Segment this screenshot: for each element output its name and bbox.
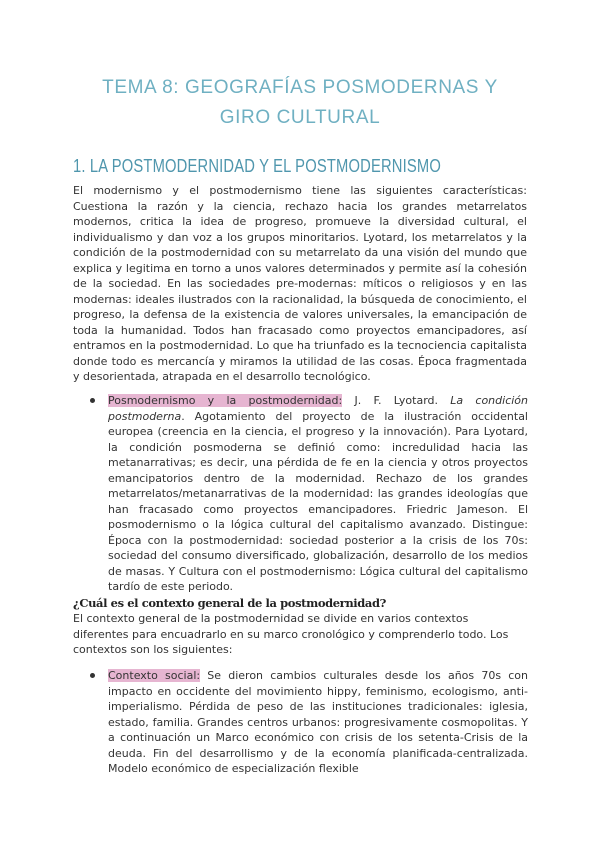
bullet-text: . Agotamiento del proyecto de la ilustración occidental europea (creencia en la ciencia, el progreso y la innovación). Para Lyotard, la condición posmoderna se definió como: incredulidad hacia las metanarrativas; es decir, una pérdida de fe en la ciencia y otros proyectos emancipatorios dentro de la modernidad. Rechazo de los grandes metarrelatos/metanarrativas de la modernidad: las grandes ideologías que han fracasado como proyectos emancipadores. Friedric Jameson. El posmodernismo o la lógica cultural del capitalismo avanzado. Distingue: Época con la postmodernidad: sociedad posterior a la crisis de los 70s: sociedad del consumo diversificado, globalización, desarrollo de los medios de masas. Y Cultura con el postmodernismo: Lógica cultural del capitalismo tardío de este periodo. bbox=[108, 409, 528, 593]
book-title: La condición postmoderna bbox=[108, 394, 528, 423]
title-line-1: TEMA 8: GEOGRAFÍAS POSMODERNAS Y bbox=[102, 77, 498, 98]
bullet-dot bbox=[90, 673, 95, 678]
bullet-author: J. F. Lyotard. bbox=[342, 394, 451, 407]
title-line-2: GIRO CULTURAL bbox=[219, 107, 381, 128]
context-paragraph: El contexto general de la postmodernidad se divide en varios contextos diferentes para encuadrarlo en su marco cronológico y comprenderlo todo. Los contextos son los siguientes: bbox=[73, 612, 509, 656]
bullet-dot bbox=[90, 398, 95, 403]
highlighted-term: Posmodernismo y la postmodernidad: bbox=[108, 394, 343, 407]
question-heading: ¿Cuál es el contexto general de la postmodernidad? bbox=[73, 596, 386, 610]
intro-paragraph: El modernismo y el postmodernismo tiene las siguientes características: Cuestiona la razón y la ciencia, rechazo hacia los grandes metarrelatos modernos, critica la idea de progreso, promueve la diversidad cultural, el individualismo y dan voz a los grupos minoritarios. Lyotard, los metarrelatos y la condición de la postmodernidad con su metarrelato da una visión del mundo que explica y legitima en torno a unos valores determinados y permite así la cohesión de la sociedad. En las sociedades pre-modernas: míticos o religiosos y en las modernas: ideales ilustrados con la racionalidad, la búsqueda de conocimiento, el progreso, la defensa de la existencia de valores universales, la emancipación de toda la humanidad. Todos han fracasado como proyectos emancipadores, así entramos en la postmodernidad. Lo que ha triunfado es la tecnociencia capitalista donde todo es mercancía y miramos la utilidad de las cosas. Época fragmentada y desorientada, atrapada en el desarrollo tecnológico. bbox=[73, 184, 527, 383]
bullet-postmodernism bbox=[108, 393, 528, 595]
section-heading: 1. LA POSTMODERNIDAD Y EL POSTMODERNISMO bbox=[73, 156, 441, 176]
bullet-social-context bbox=[108, 668, 528, 777]
highlighted-term: Contexto social: bbox=[108, 669, 201, 682]
bullet-text: Se dieron cambios culturales desde los años 70s con impacto en occidente del movimiento hippy, feminismo, ecologismo, anti-imperialismo. Pérdida de peso de las instituciones tradicionales: iglesia, estado, familia. Grandes centros urbanos: progresivamente cosmopolitas. Y a continuación un Marco económico con crisis de los setenta-Crisis de la deuda. Fin del desarrollismo y de la economía planificada-centralizada. Modelo económico de especialización flexible bbox=[108, 669, 528, 775]
